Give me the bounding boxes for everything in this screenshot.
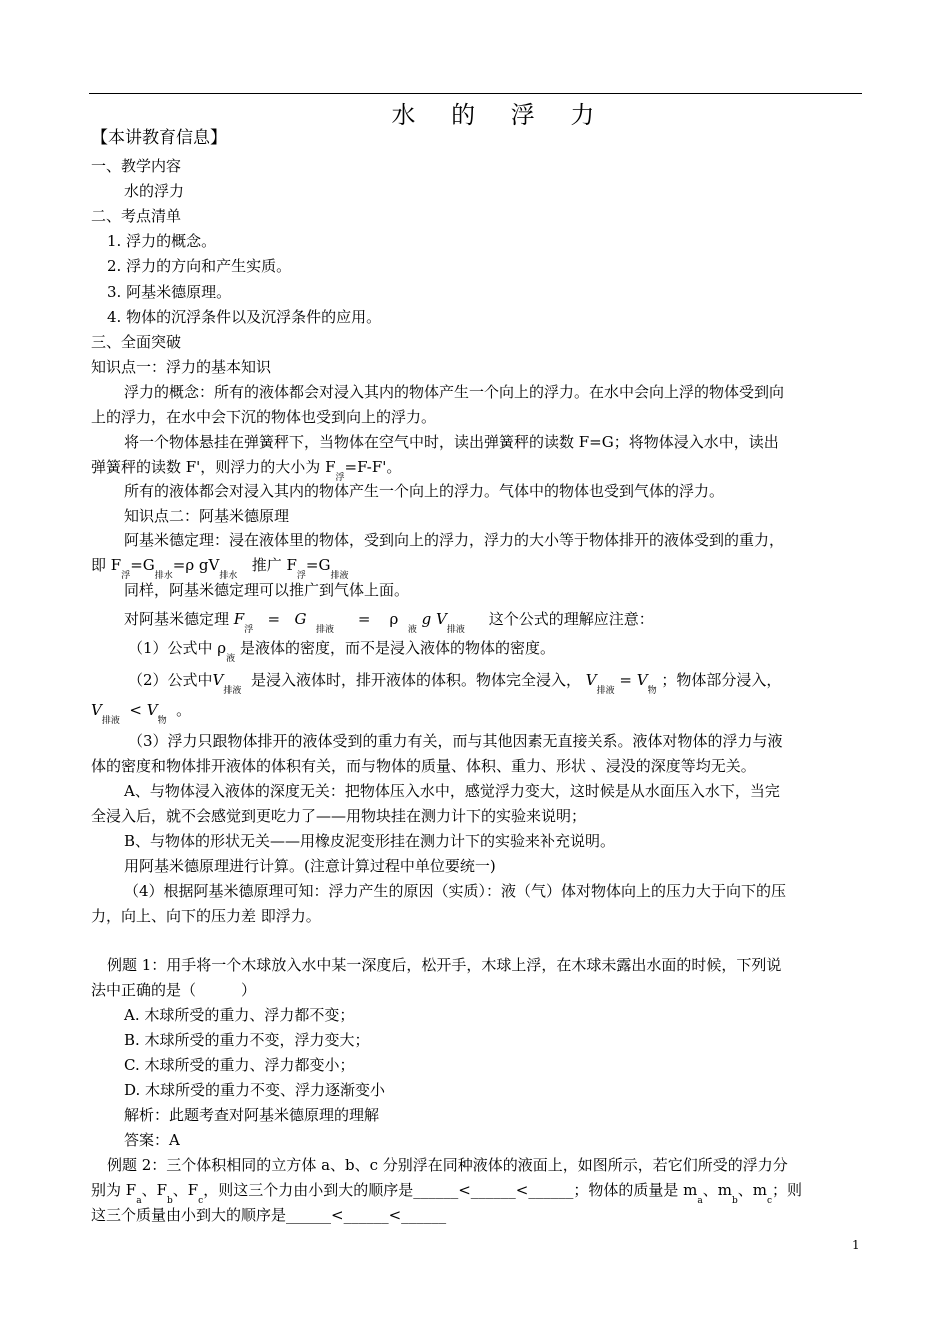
text-fragment: 、F bbox=[141, 1181, 167, 1199]
subscript: 浮 bbox=[244, 625, 254, 635]
text-fragment: ；物体部分浸入， bbox=[661, 671, 782, 689]
text-fragment: 对阿基米德定理 bbox=[124, 610, 230, 628]
text-fragment: 即 F bbox=[91, 556, 122, 574]
text-fragment: 弹簧秤的读数 F'，则浮力的大小为 F bbox=[91, 458, 336, 476]
subscript: 排水 bbox=[219, 571, 238, 581]
knowledge-point-1: 知识点一：浮力的基本知识 bbox=[91, 358, 272, 376]
formula-symbol: < V bbox=[129, 701, 158, 719]
text-fragment: 。 bbox=[176, 701, 192, 719]
text-line: 同样，阿基米德定理可以推广到气体上面。 bbox=[124, 581, 410, 599]
top-rule bbox=[89, 93, 862, 94]
subscript: 排液 bbox=[223, 686, 242, 696]
option-b: B. 木球所受的重力不变，浮力变大； bbox=[124, 1031, 370, 1049]
text-line: 力，向上、向下的压力差 即浮力。 bbox=[91, 907, 321, 925]
option-d: D. 木球所受的重力不变、浮力逐渐变小 bbox=[124, 1081, 386, 1099]
subscript: 排液 bbox=[101, 716, 120, 726]
formula-archimedes bbox=[91, 555, 861, 581]
text-fragment: 、F bbox=[172, 1181, 199, 1199]
text-line: 法中正确的是（ ） bbox=[91, 981, 257, 999]
text-fragment: 、m bbox=[737, 1181, 767, 1199]
formula-symbol: V bbox=[212, 671, 224, 689]
subscript: 排液 bbox=[446, 625, 465, 635]
option-c: C. 木球所受的重力、浮力都变小； bbox=[124, 1056, 355, 1074]
text-fragment: （2）公式中 bbox=[128, 671, 213, 689]
text-line: A、与物体浸入液体的深度无关：把物体压入水中，感觉浮力变大，这时候是从水面压入水下，当完 bbox=[124, 782, 780, 800]
subscript: a bbox=[136, 1196, 142, 1206]
subscript: b bbox=[731, 1196, 738, 1206]
text-fragment: 推广 F bbox=[251, 556, 297, 574]
list-item: 1. 浮力的概念。 bbox=[107, 232, 217, 250]
text-line: 上的浮力，在水中会下沉的物体也受到向上的浮力。 bbox=[91, 408, 437, 426]
subscript: 液 bbox=[226, 654, 236, 664]
formula-archimedes-detail bbox=[124, 609, 894, 635]
text-fragment: =G bbox=[130, 556, 155, 574]
subscript: 浮 bbox=[335, 473, 345, 483]
subscript: a bbox=[697, 1196, 703, 1206]
text-line: 所有的液体都会对浸入其内的物体产生一个向上的浮力。气体中的物体也受到气体的浮力。 bbox=[124, 482, 725, 500]
formula-symbol: G bbox=[294, 610, 307, 628]
text-fragment: 是浸入液体时，排开液体的体积。物体完全浸入， bbox=[250, 671, 581, 689]
text-fragment: =G bbox=[305, 556, 331, 574]
section-header: 【本讲教育信息】 bbox=[91, 128, 227, 148]
example-2-line-2 bbox=[91, 1180, 861, 1206]
analysis: 解析：此题考查对阿基米德原理的理解 bbox=[124, 1106, 380, 1124]
note-1 bbox=[128, 638, 898, 664]
text-fragment: 别为 F bbox=[91, 1181, 137, 1199]
subscript: 排液 bbox=[596, 686, 615, 696]
text-line: （4）根据阿基米德原理可知：浮力产生的原因（实质）：液（气）体对物体向上的压力大于向下的压 bbox=[124, 882, 787, 900]
text-fragment: =ρ gV bbox=[172, 556, 220, 574]
subscript: 浮 bbox=[296, 571, 306, 581]
subscript: 排液 bbox=[330, 571, 349, 581]
formula-symbol: V bbox=[585, 671, 597, 689]
subscript: c bbox=[766, 1196, 773, 1206]
subscript: 物 bbox=[157, 716, 167, 726]
text-line: 阿基米德定理：浸在液体里的物体，受到向上的浮力，浮力的大小等于物体排开的液体受到的重力， bbox=[124, 531, 785, 549]
text-fragment: ，则这三个力由小到大的顺序是______<______<______；物体的质量是 m bbox=[203, 1181, 698, 1199]
text-fragment: ；则 bbox=[772, 1181, 803, 1199]
v-relation-line bbox=[91, 700, 861, 726]
formula-symbol: V bbox=[436, 610, 447, 628]
heading-exam-points: 二、考点清单 bbox=[91, 207, 182, 225]
formula-symbol: ρ bbox=[389, 610, 399, 628]
text-line: 浮力的概念：所有的液体都会对浸入其内的物体产生一个向上的浮力。在水中会向上浮的物体受到向 bbox=[124, 383, 785, 401]
knowledge-point-2: 知识点二：阿基米德原理 bbox=[124, 507, 290, 525]
formula-symbol: = bbox=[267, 610, 281, 628]
list-item: 3. 阿基米德原理。 bbox=[107, 283, 232, 301]
heading-teaching-content: 一、教学内容 bbox=[91, 157, 182, 175]
subscript: 物 bbox=[647, 686, 657, 696]
example-1: 例题 1：用手将一个木球放入水中某一深度后，松开手，木球上浮，在木球未露出水面的时候，下列说 bbox=[107, 956, 782, 974]
text-fragment: =F-F'。 bbox=[344, 458, 402, 476]
text-fragment: （1）公式中 ρ bbox=[128, 639, 227, 657]
text-line: B、与物体的形状无关——用橡皮泥变形挂在测力计下的实验来补充说明。 bbox=[124, 832, 616, 850]
formula-symbol: V bbox=[91, 701, 102, 719]
list-item: 2. 浮力的方向和产生实质。 bbox=[107, 257, 292, 275]
example-2: 例题 2：三个体积相同的立方体 a、b、c 分别浮在同种液体的液面上，如图所示，若它们所受的浮力分 bbox=[107, 1156, 788, 1174]
subscript: b bbox=[166, 1196, 173, 1206]
subscript: 排水 bbox=[154, 571, 173, 581]
option-a: A. 木球所受的重力、浮力都不变； bbox=[124, 1006, 355, 1024]
page-title: 水 的 浮 力 bbox=[391, 101, 609, 129]
subscript: 液 bbox=[407, 625, 417, 635]
text-line: 用阿基米德原理进行计算。(注意计算过程中单位要统一) bbox=[124, 857, 496, 875]
formula-symbol: g bbox=[421, 610, 432, 628]
page-number: 1 bbox=[852, 1238, 860, 1252]
example-2-line-3: 这三个质量由小到大的顺序是______<______<______ bbox=[91, 1206, 447, 1224]
subscript: 排液 bbox=[315, 625, 334, 635]
list-item: 4. 物体的沉浮条件以及沉浮条件的应用。 bbox=[107, 308, 382, 326]
text-line: 体的密度和物体排开液体的体积有关，而与物体的质量、体积、重力、形状 、浸没的深度等均无关。 bbox=[91, 757, 756, 775]
heading-breakthrough: 三、全面突破 bbox=[91, 333, 182, 351]
text-line: 全浸入后，就不会感觉到更吃力了——用物块挂在测力计下的实验来说明； bbox=[91, 807, 587, 825]
formula-symbol: F bbox=[233, 610, 245, 628]
text-line: 水的浮力 bbox=[124, 182, 185, 200]
text-line: （3）浮力只跟物体排开的液体受到的重力有关，而与其他因素无直接关系。液体对物体的浮力与液 bbox=[128, 732, 783, 750]
formula-symbol: = V bbox=[619, 671, 648, 689]
note-2 bbox=[128, 670, 898, 696]
text-fragment: 、m bbox=[702, 1181, 732, 1199]
formula-symbol: = bbox=[357, 610, 371, 628]
text-line: 将一个物体悬挂在弹簧秤下，当物体在空气中时，读出弹簧秤的读数 F=G；将物体浸入水中，读出 bbox=[124, 433, 779, 451]
text-line bbox=[91, 457, 861, 483]
text-fragment: 这个公式的理解应注意： bbox=[488, 610, 654, 628]
subscript: 浮 bbox=[121, 571, 131, 581]
subscript: c bbox=[198, 1196, 204, 1206]
text-fragment: 是液体的密度，而不是浸入液体的物体的密度。 bbox=[239, 639, 555, 657]
answer: 答案：A bbox=[124, 1131, 180, 1149]
